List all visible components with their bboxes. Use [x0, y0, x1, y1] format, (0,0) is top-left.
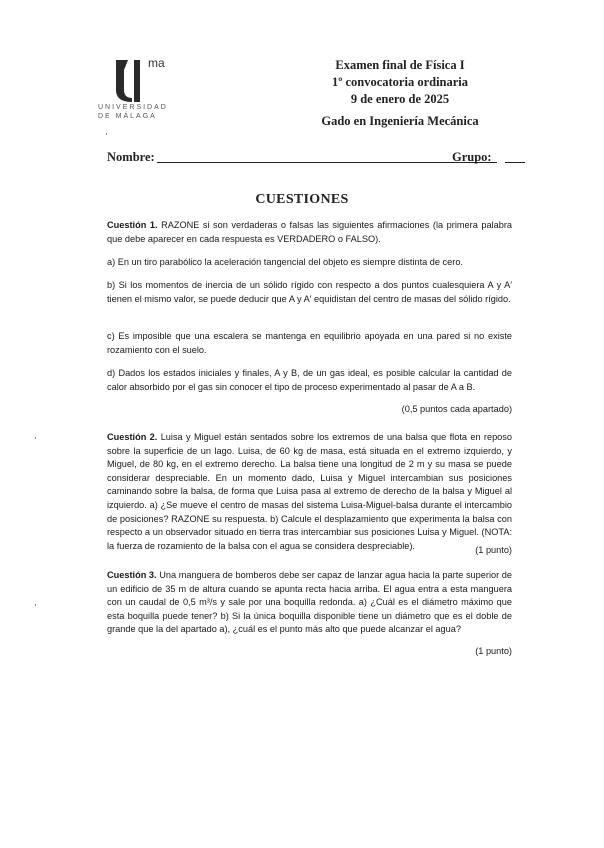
q1-item-c [107, 330, 512, 357]
q1-a-label: a) [107, 257, 116, 267]
nombre-label: Nombre: [107, 150, 155, 164]
q1-item-b [107, 279, 512, 306]
q1-score: (0,5 puntos cada apartado) [401, 404, 512, 414]
q1-intro [107, 219, 512, 246]
scan-speck [106, 133, 107, 135]
student-info-row [107, 150, 527, 166]
q1-b-label: b) [107, 280, 116, 290]
q1-c-label: c) [107, 331, 115, 341]
q1-c-text: Es imposible que una escalera se mantenga en equilibrio apoyada en una pared si no existe rozamiento con el suelo. [107, 331, 512, 355]
q3-score: (1 punto) [475, 646, 512, 656]
logo-bar [134, 60, 140, 102]
logo-line-1: UNIVERSIDAD [98, 104, 168, 111]
scan-speck [35, 604, 36, 606]
grupo-field[interactable] [505, 162, 525, 163]
exam-title: Examen final de Física I [335, 58, 465, 72]
q1-intro-text: RAZONE si son verdaderas o falsas las siguientes afirmaciones (la primera palabra que debe aparecer en cada respuesta es VERDADERO o FALSO). [107, 220, 512, 244]
section-title: CUESTIONES [255, 192, 349, 207]
q2-text: Luisa y Miguel están sentados sobre los extremos de una balsa que flota en reposo sobre la superficie de un lago. Luisa, de 60 kg de masa, está situada en el extremo izquierdo, y Miguel, de 80 kg, en el extremo derecho. La balsa tiene una longitud de 2 m y su masa se puede considerar despreciable. En un momento dado, Luisa y Miguel intercambian sus posiciones caminando sobre la balsa, de forma que Luisa pasa al extremo de derecho de la balsa y Miguel al izquierdo. a) ¿Se mueve el centro de masas del sistema Luisa-Miguel-balsa durante el intercambio de posiciones? RAZONE su respuesta. b) Calcule el desplazamiento que experimenta la balsa con respecto a un observador situado en tierra tras intercambiar sus posiciones Luisa y Miguel. (NOTA: la fuerza de rozamiento de la balsa con el agua se considera despreciable). [107, 432, 512, 551]
exam-session: 1º convocatoria ordinaria [331, 75, 469, 89]
q3-body [107, 569, 512, 637]
exam-date: 9 de enero de 2025 [350, 92, 450, 106]
q1-label: Cuestión 1. [107, 220, 158, 230]
q1-a-text: En un tiro parabólico la aceleración tangencial del objeto es siempre distinta de cero. [117, 257, 463, 267]
logo-university-name [98, 103, 168, 121]
nombre-field[interactable] [157, 162, 497, 163]
q2-body [107, 431, 512, 553]
scan-speck [35, 437, 36, 439]
q1-item-d [107, 367, 512, 394]
degree-name: Gado en Ingeniería Mecánica [321, 114, 479, 128]
q1-d-label: d) [107, 368, 116, 378]
q2-score: (1 punto) [475, 545, 512, 555]
q1-d-text: Dados los estados iniciales y finales, A y B, de un gas ideal, es posible calcular la cantidad de calor absorbido por el gas sin conocer el tipo de proceso experimentado al pasar de A a B. [107, 368, 513, 392]
logo-mark-text: ma [148, 56, 165, 70]
grupo-label: Grupo: [452, 150, 492, 164]
q1-b-text: Si los momentos de inercia de un sólido rígido con respecto a dos puntos cualesquiera A y A′ tienen el mismo valor, se puede deducir que A y A′ equidistan del centro de masas del sólido rígido. [107, 280, 512, 304]
q3-text: Una manguera de bomberos debe ser capaz de lanzar agua hacia la parte superior de un edificio de 35 m de altura cuando se apunta recta hacia arriba. El agua entra a esta manguera con un caudal de 0,5 m³/s y sale por una boquilla redonda. a) ¿Cuál es el diámetro máximo que esta boquilla puede tener? b) Si la única boquilla disponible tiene un diámetro que es el doble de grande que la del apartado a), ¿cuál es el punto más alto que puede alcanzar el agua? [107, 570, 512, 635]
logo-u-mark [116, 60, 132, 102]
q1-item-a [107, 256, 512, 270]
q2-label: Cuestión 2. [107, 432, 158, 442]
q3-label: Cuestión 3. [107, 570, 157, 580]
logo-line-2: DE MÁLAGA [98, 113, 157, 120]
